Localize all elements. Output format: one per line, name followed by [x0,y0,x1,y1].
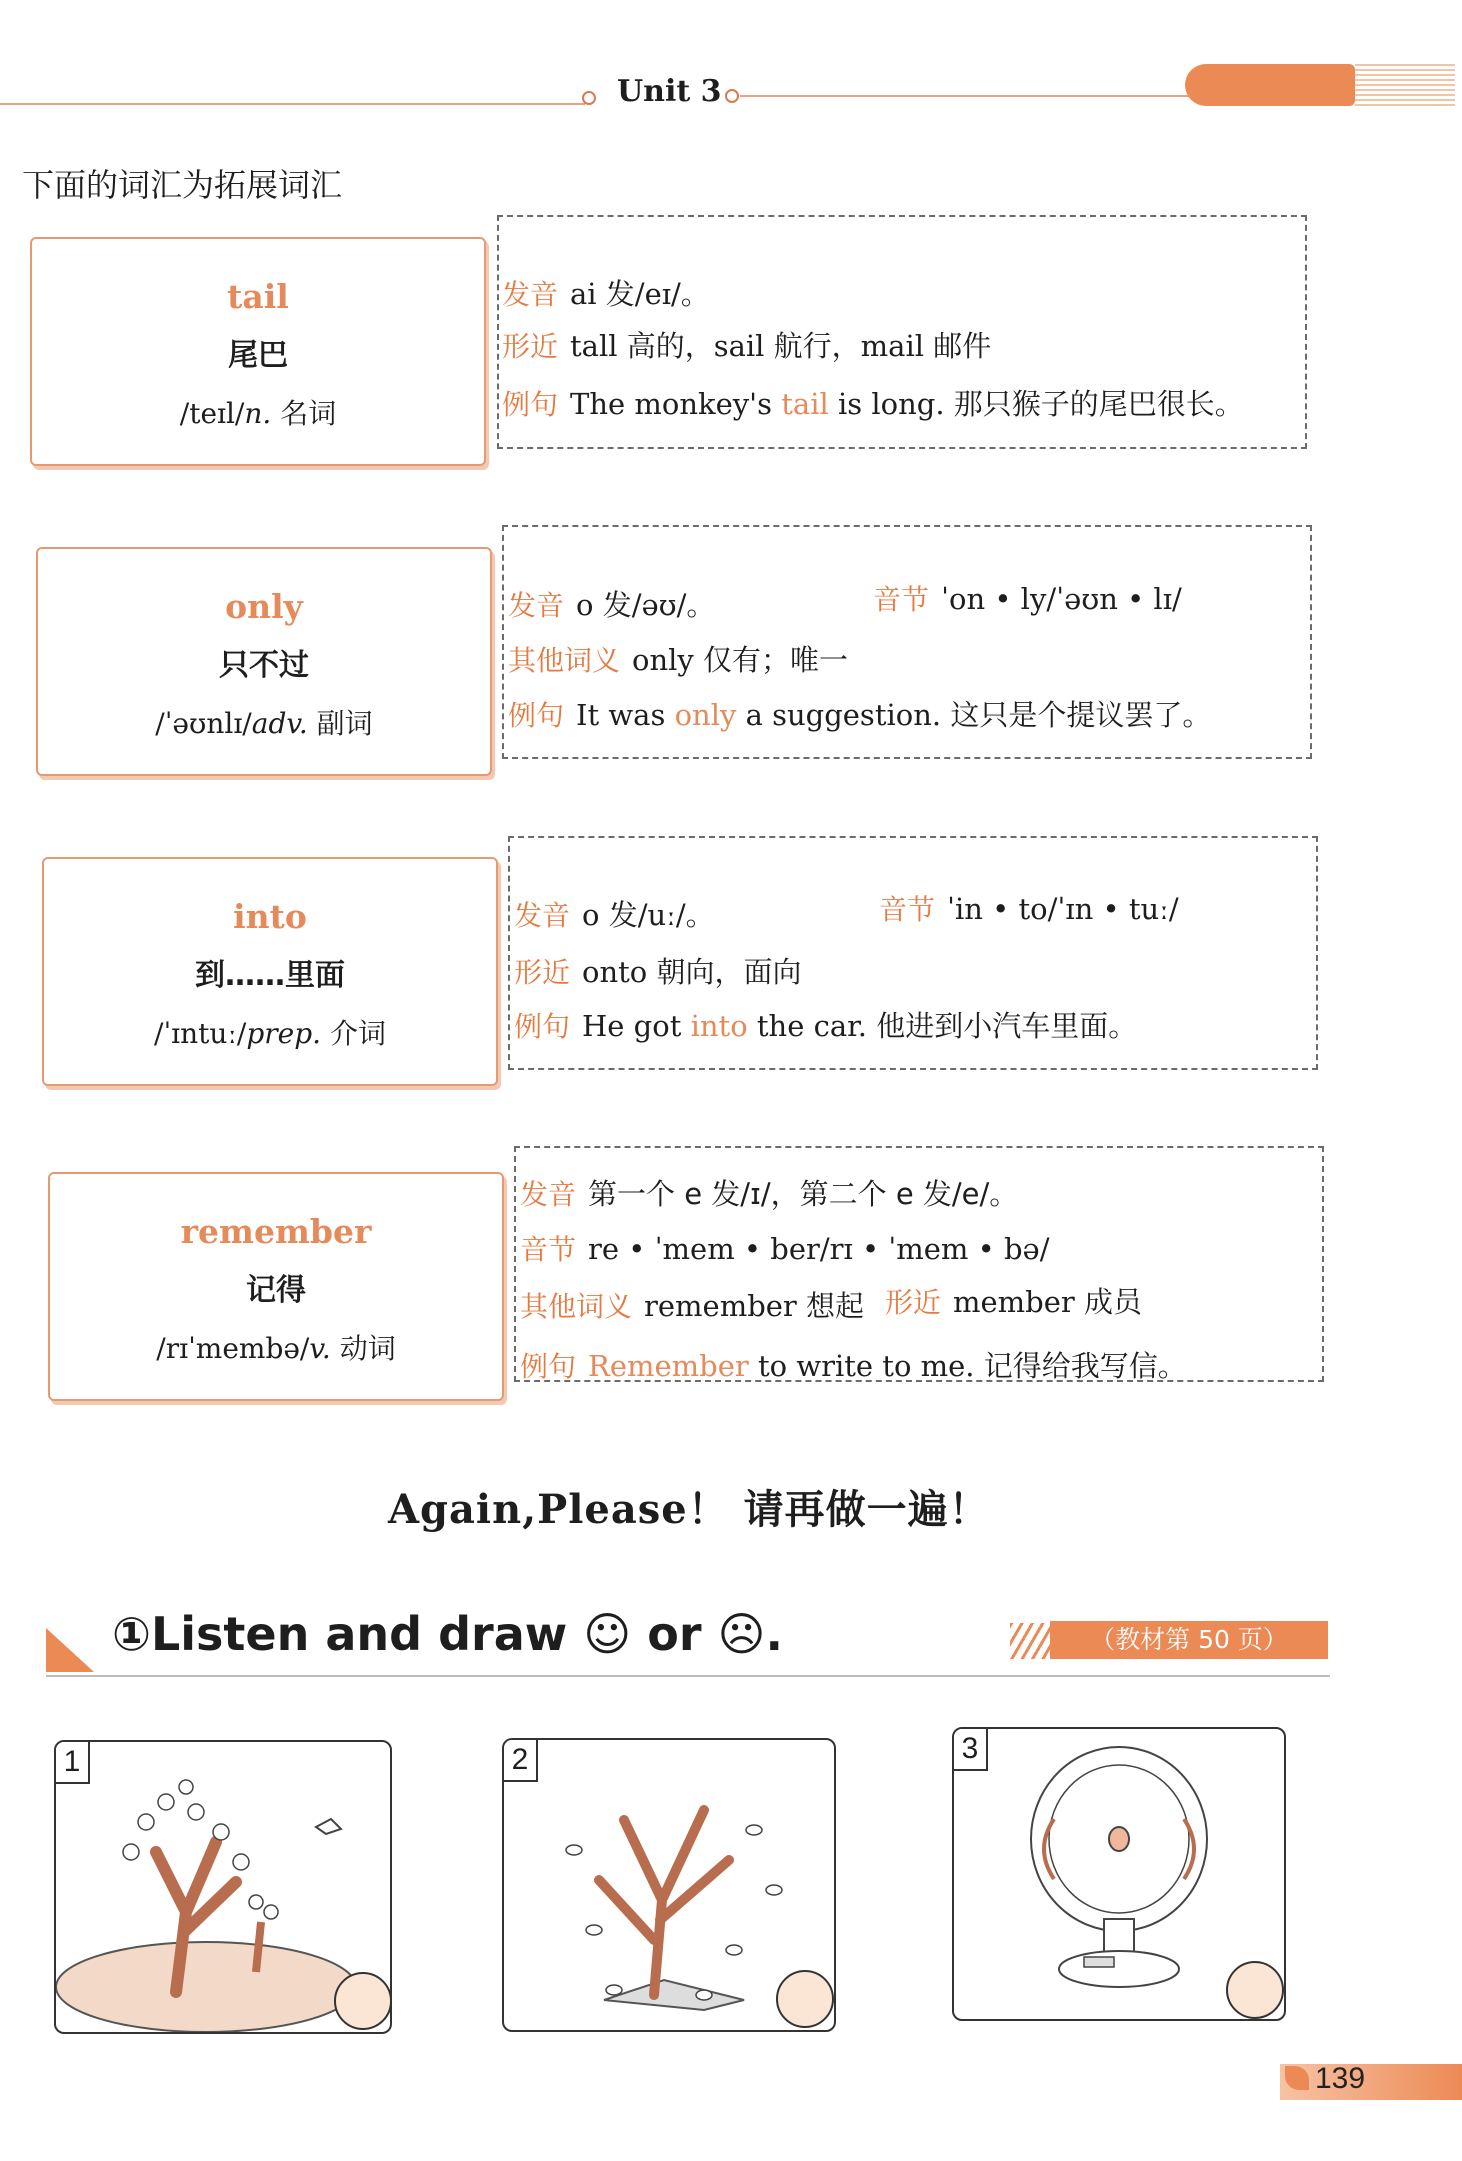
section-title: ①Listen and draw ☺ or ☹. [112,1607,783,1661]
picture-panel-3 [952,1727,1286,2021]
header-tab-stripes [1355,64,1455,106]
similar-line: 形近 tall 高的，sail 航行，mail 邮件 [502,329,992,363]
ref-stripes [1010,1623,1050,1659]
word: remember [180,1212,372,1251]
pron-line: 发音 o 发/uː/。 [514,898,715,932]
word: tail [227,277,289,316]
header-rule-left [0,103,585,105]
face-circle-2[interactable] [776,1970,834,2028]
similar-line: 形近 member 成员 [885,1285,1142,1319]
picture-number: 1 [56,1742,90,1784]
meaning: 记得 [246,1273,306,1308]
section-corner [46,1628,94,1672]
pron-line: 发音 o 发/əʊ/。 [508,588,716,622]
phonetic: /ˈɪntuː/prep. 介词 [154,1017,386,1050]
header-rule-right [740,95,1190,97]
meaning: 到……里面 [195,958,345,993]
again-heading: Again,Please！ 请再做一遍！ [388,1486,990,1533]
syllable-line: 音节 re • ˈmem • ber/rɪ • ˈmem • bə/ [520,1232,1050,1266]
pron-line: 发音 第一个 e 发/ɪ/，第二个 e 发/e/。 [520,1177,1019,1211]
word-card-remember [48,1172,504,1401]
phonetic: /ˈəʊnlɪ/adv. 副词 [155,707,373,740]
header-dot-left [582,91,596,105]
similar-line: 形近 onto 朝向，面向 [514,955,802,989]
unit-title: Unit 3 [617,74,722,109]
meaning: 只不过 [219,648,309,683]
other-meaning-line: 其他词义 only 仅有；唯一 [508,643,849,677]
picture-number: 2 [504,1740,538,1782]
meaning: 尾巴 [228,338,288,373]
intro-text: 下面的词汇为拓展词汇 [22,166,343,204]
syllable-line: 音节 ˈin • to/ˈɪn • tuː/ [879,892,1179,926]
textbook-ref: （教材第 50 页） [1050,1621,1328,1659]
example-line: 例句 Remember to write to me. 记得给我写信。 [520,1349,1187,1383]
word-card-into [42,857,498,1086]
picture-number: 3 [954,1729,988,1771]
phonetic: /rɪˈmembə/v. 动词 [156,1332,396,1365]
face-circle-1[interactable] [334,1972,392,2030]
word: only [225,587,303,626]
page-number: 139 [1315,2062,1366,2095]
word-card-tail [30,237,486,466]
pron-line: 发音 ai 发/eɪ/。 [502,277,710,311]
word-card-only [36,547,492,776]
section-rule [46,1675,1330,1677]
example-line: 例句 He got into the car. 他进到小汽车里面。 [514,1009,1138,1043]
header-dot-right [725,89,739,103]
word: into [233,897,307,936]
example-line: 例句 It was only a suggestion. 这只是个提议罢了。 [508,698,1212,732]
face-circle-3[interactable] [1226,1961,1284,2019]
syllable-line: 音节 ˈon • ly/ˈəʊn • lɪ/ [873,582,1182,616]
picture-panel-1 [54,1740,392,2034]
example-line: 例句 The monkey's tail is long. 那只猴子的尾巴很长。 [502,387,1244,421]
picture-panel-2 [502,1738,836,2032]
header-tab [1185,64,1355,106]
other-meaning-line: 其他词义 remember 想起 [520,1289,865,1323]
phonetic: /teɪl/n. 名词 [179,397,337,430]
